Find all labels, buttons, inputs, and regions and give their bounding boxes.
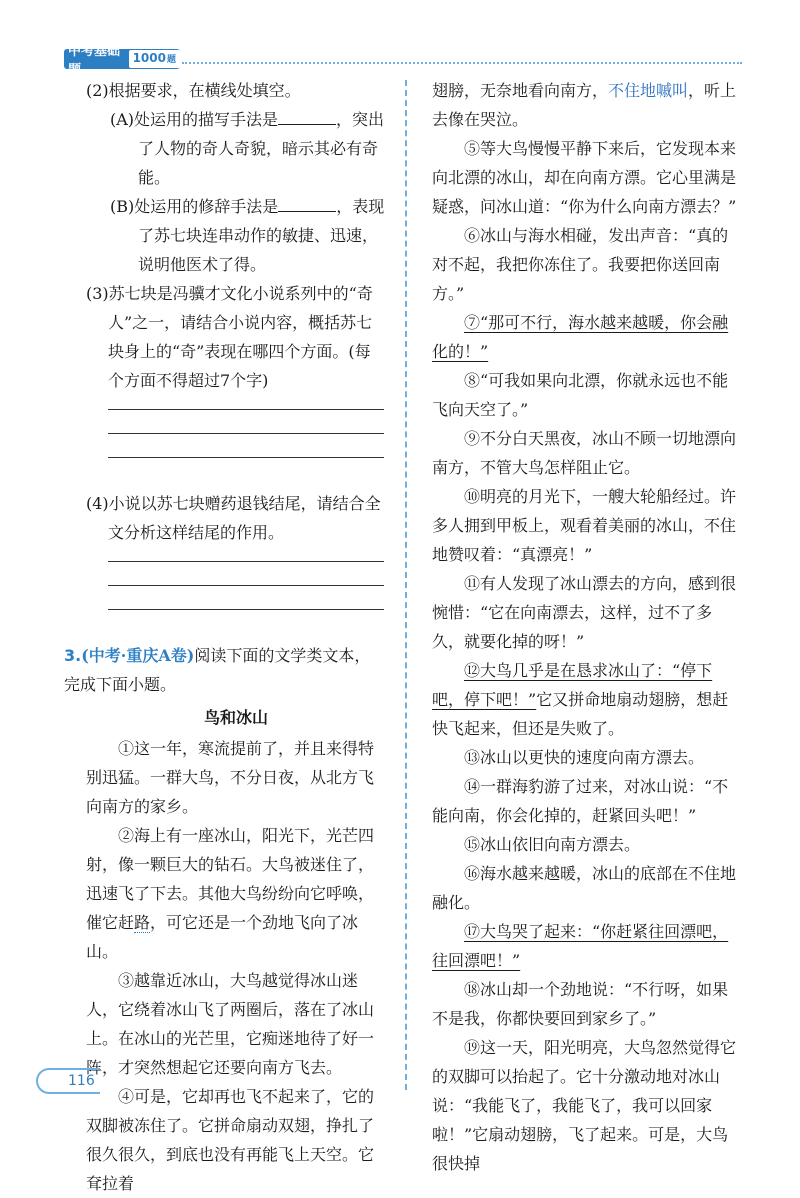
story-paragraph-14: ⑭一群海豹游了过来，对冰山说：“不能向南，你会化掉的，赶紧回头吧！”	[432, 777, 729, 825]
answer-line[interactable]	[108, 609, 384, 610]
underlined-sentence: ⑫大鸟几乎是在恳求冰山了：“停下吧，停下吧！”	[432, 661, 713, 709]
header-dotted-rule	[182, 62, 742, 64]
book-series-badge	[64, 44, 180, 78]
series-title: 中考基础题	[68, 44, 121, 78]
q3-answer-lines[interactable]	[86, 395, 386, 489]
underlined-word: 路	[134, 913, 151, 932]
story-paragraph-18: ⑱冰山却一个劲地说：“不行呀，如果不是我，你都快要回到家乡了。”	[432, 980, 729, 1028]
highlighted-phrase: 不住地嘁叫	[608, 81, 689, 100]
story-paragraph-15: ⑮冰山依旧向南方漂去。	[464, 835, 641, 854]
story-paragraph-9: ⑨不分白天黑夜，冰山不顾一切地漂向南方，不管大鸟怎样阻止它。	[432, 429, 737, 477]
answer-blank-a[interactable]	[278, 123, 336, 125]
story-title: 鸟和冰山	[203, 708, 268, 727]
column-divider	[405, 80, 407, 1090]
story-paragraph-5: ⑤等大鸟慢慢平静下来后，它发现本来向北漂的冰山，却在向南方漂。它心里满是疑惑，问冰山道：“你为什么向南方漂去？”	[432, 139, 737, 216]
answer-line[interactable]	[108, 409, 384, 410]
item-source: (中考·重庆A卷)	[81, 646, 195, 665]
q2-part-b: (B)处运用的修辞手法是 ，表现了苏七块连串动作的敏捷、迅速，说明他医术了得。	[110, 197, 385, 274]
story-paragraph-13: ⑬冰山以更快的速度向南方漂去。	[464, 748, 705, 767]
story-paragraph-12: ⑫大鸟几乎是在恳求冰山了：“停下吧，停下吧！”它又拼命地扇动翅膀，想赶快飞起来，但还是失败了。	[432, 661, 729, 738]
answer-line[interactable]	[108, 457, 384, 458]
answer-line[interactable]	[108, 585, 384, 586]
story-paragraph-2: ②海上有一座冰山，阳光下，光芒四射，像一颗巨大的钻石。大鸟被迷住了，迅速飞了下去。其他大鸟纷纷向它呼唤，催它赶路，可它还是一个劲地飞向了冰山。	[86, 826, 375, 961]
answer-line[interactable]	[108, 561, 384, 562]
page-number: 116	[36, 1068, 100, 1094]
story-paragraph-6: ⑥冰山与海水相碰，发出声音：“真的对不起，我把你冻住了。我要把你送回南方。”	[432, 226, 729, 303]
answer-blank-b[interactable]	[278, 210, 336, 212]
story-paragraph-3: ③越靠近冰山，大鸟越觉得冰山迷人，它绕着冰山飞了两圈后，落在了冰山上。在冰山的光芒里，它痴迷地待了好一阵，才突然想起它还要向南方飞去。	[86, 971, 375, 1077]
q3-question: (3)苏七块是冯骥才文化小说系列中的“奇人”之一，请结合小说内容，概括苏七块身上的“奇”表现在哪四个方面。(每个方面不得超过7个字)	[86, 284, 373, 390]
right-column	[432, 76, 742, 1178]
story-paragraph-4: ④可是，它却再也飞不起来了，它的双脚被冻住了。它拼命扇动双翅，挣扎了很久很久，到底也没有再能飞上天空。它耷拉着	[86, 1087, 375, 1193]
answer-line[interactable]	[108, 433, 384, 434]
q2-part-a: (A)处运用的描写手法是 ，突出了人物的奇人奇貌，暗示其必有奇能。	[110, 110, 385, 187]
series-count-unit: 题	[166, 55, 176, 65]
item-number: 3.	[64, 646, 82, 665]
story-paragraph-19: ⑲这一天，阳光明亮，大鸟忽然觉得它的双脚可以抬起了。它十分激动地对冰山说：“我能飞了，我能飞了，我可以回家啦！”它扇动翅膀，飞了起来。可是，大鸟很快掉	[432, 1038, 737, 1173]
story-paragraph-17: ⑰大鸟哭了起来：“你赶紧往回漂吧，往回漂吧！”	[432, 922, 729, 970]
item3-prompt: 3.(中考·重庆A卷)阅读下面的文学类文本，完成下面小题。	[64, 646, 371, 694]
series-count-number: 1000	[132, 51, 166, 65]
story-paragraph-8: ⑧“可我如果向北漂，你就永远也不能飞向天空了。”	[432, 371, 729, 419]
story-paragraph-4-cont: 翅膀，无奈地看向南方，不住地嘁叫，听上去像在哭泣。	[432, 81, 737, 129]
story-paragraph-11: ⑪有人发现了冰山漂去的方向，感到很惋惜：“它在向南漂去，这样，过不了多久，就要化掉的呀！”	[432, 574, 737, 651]
story-paragraph-10: ⑩明亮的月光下，一艘大轮船经过。许多人拥到甲板上，观看着美丽的冰山，不住地赞叹着：“真漂亮！”	[432, 487, 737, 564]
series-count	[129, 50, 180, 68]
q4-answer-lines[interactable]	[86, 547, 386, 641]
q4-question: (4)小说以苏七块赠药退钱结尾，请结合全文分析这样结尾的作用。	[86, 494, 381, 542]
q2-intro: (2)根据要求，在横线处填空。	[86, 81, 301, 100]
story-paragraph-16: ⑯海水越来越暖，冰山的底部在不住地融化。	[432, 864, 737, 912]
story-paragraph-7: ⑦“那可不行，海水越来越暖，你会融化的！”	[432, 313, 729, 361]
story-paragraph-1: ①这一年，寒流提前了，并且来得特别迅猛。一群大鸟，不分日夜，从北方飞向南方的家乡。	[86, 739, 375, 816]
